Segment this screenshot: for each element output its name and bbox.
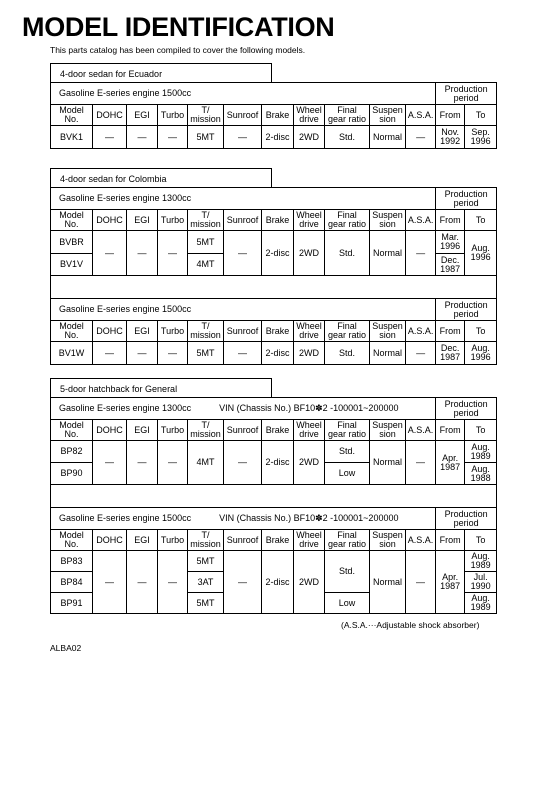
header-sunroof: Sunroof (224, 530, 262, 551)
dash: — (127, 551, 158, 614)
transmission: 5MT (188, 126, 224, 149)
dash: — (224, 551, 262, 614)
suspension: Normal (370, 231, 406, 276)
production-period-header: Production period (436, 508, 497, 530)
wheel-drive: 2WD (294, 441, 325, 485)
header-from: From (436, 210, 465, 231)
dash: — (406, 126, 436, 149)
dash: — (127, 126, 158, 149)
dash: — (158, 342, 188, 365)
wheel-drive: 2WD (294, 551, 325, 614)
model-no: BV1V (51, 254, 93, 276)
header-from: From (436, 105, 465, 126)
header-egi: EGI (127, 321, 158, 342)
page-subtitle: This parts catalog has been compiled to cover the following models. (50, 45, 306, 55)
dash: — (406, 231, 436, 276)
header-model: Model No. (51, 105, 93, 126)
transmission: 4MT (188, 441, 224, 485)
model-no: BP91 (51, 593, 93, 614)
transmission: 5MT (188, 551, 224, 572)
model-no: BP83 (51, 551, 93, 572)
final-gear-ratio: Std. (325, 231, 370, 276)
transmission: 4MT (188, 254, 224, 276)
wheel-drive: 2WD (294, 126, 325, 149)
dash: — (224, 342, 262, 365)
production-period-header: Production period (436, 398, 497, 420)
header-final-gear-ratio: Final gear ratio (325, 321, 370, 342)
engine-label: Gasoline E-series engine 1500cc (51, 299, 436, 321)
header-turbo: Turbo (158, 210, 188, 231)
header-asa: A.S.A. (406, 530, 436, 551)
to-date: Jul. 1990 (465, 572, 497, 593)
header-suspension: Suspen sion (370, 105, 406, 126)
header-dohc: DOHC (93, 105, 127, 126)
final-gear-ratio: Low (325, 593, 370, 614)
dash: — (127, 342, 158, 365)
header-wheel-drive: Wheel drive (294, 420, 325, 441)
engine-label: Gasoline E-series engine 1300cc (51, 188, 436, 210)
header-row (51, 105, 497, 126)
dash: — (93, 342, 127, 365)
table-ecuador (50, 82, 497, 149)
vin-label: VIN (Chassis No.) BF10✽2 -100001~200000 (219, 513, 399, 523)
final-gear-ratio: Std. (325, 342, 370, 365)
engine-label: Gasoline E-series engine 1300cc VIN (Chassis No.) BF10✽2 -100001~200000 (51, 398, 436, 420)
header-egi: EGI (127, 530, 158, 551)
header-suspension: Suspen sion (370, 420, 406, 441)
brake: 2-disc (262, 441, 294, 485)
header-transmission: T/ mission (188, 105, 224, 126)
suspension: Normal (370, 126, 406, 149)
header-suspension: Suspen sion (370, 321, 406, 342)
transmission: 5MT (188, 593, 224, 614)
header-transmission: T/ mission (188, 420, 224, 441)
header-final-gear-ratio: Final gear ratio (325, 105, 370, 126)
separator-row (51, 276, 497, 299)
dash: — (158, 126, 188, 149)
header-brake: Brake (262, 420, 294, 441)
to-date: Aug. 1996 (465, 231, 497, 276)
model-no: BV1W (51, 342, 93, 365)
final-gear-ratio: Std. (325, 551, 370, 593)
footnote: (A.S.A.···Adjustable shock absorber) (341, 620, 480, 630)
header-row (51, 321, 497, 342)
header-wheel-drive: Wheel drive (294, 105, 325, 126)
separator-row (51, 485, 497, 508)
dash: — (406, 342, 436, 365)
suspension: Normal (370, 551, 406, 614)
header-final-gear-ratio: Final gear ratio (325, 210, 370, 231)
to-date: Aug. 1989 (465, 551, 497, 572)
model-no: BP82 (51, 441, 93, 463)
header-turbo: Turbo (158, 420, 188, 441)
to-date: Aug. 1989 (465, 593, 497, 614)
dash: — (93, 551, 127, 614)
table-row (51, 342, 497, 365)
header-to: To (465, 105, 497, 126)
header-transmission: T/ mission (188, 321, 224, 342)
header-dohc: DOHC (93, 530, 127, 551)
dash: — (158, 441, 188, 485)
header-sunroof: Sunroof (224, 105, 262, 126)
header-asa: A.S.A. (406, 321, 436, 342)
transmission: 3AT (188, 572, 224, 593)
header-to: To (465, 210, 497, 231)
header-from: From (436, 420, 465, 441)
table-row (51, 126, 497, 149)
header-egi: EGI (127, 420, 158, 441)
header-suspension: Suspen sion (370, 530, 406, 551)
header-brake: Brake (262, 530, 294, 551)
header-asa: A.S.A. (406, 420, 436, 441)
to-date: Aug. 1989 (465, 441, 497, 463)
header-sunroof: Sunroof (224, 210, 262, 231)
vin-label: VIN (Chassis No.) BF10✽2 -100001~200000 (219, 403, 399, 413)
dash: — (93, 126, 127, 149)
brake: 2-disc (262, 126, 294, 149)
header-model: Model No. (51, 210, 93, 231)
header-egi: EGI (127, 105, 158, 126)
header-brake: Brake (262, 105, 294, 126)
from-date: Mar. 1996 (436, 231, 465, 254)
header-wheel-drive: Wheel drive (294, 530, 325, 551)
table-colombia (50, 187, 497, 365)
production-period-header: Production period (436, 83, 497, 105)
to-date: Aug. 1996 (465, 342, 497, 365)
header-model: Model No. (51, 321, 93, 342)
header-to: To (465, 420, 497, 441)
final-gear-ratio: Low (325, 463, 370, 485)
header-model: Model No. (51, 420, 93, 441)
header-transmission: T/ mission (188, 210, 224, 231)
header-brake: Brake (262, 210, 294, 231)
header-dohc: DOHC (93, 210, 127, 231)
dash: — (127, 231, 158, 276)
table-row (51, 231, 497, 254)
header-row (51, 210, 497, 231)
document-id: ALBA02 (50, 643, 82, 653)
to-date: Aug. 1988 (465, 463, 497, 485)
suspension: Normal (370, 342, 406, 365)
dash: — (158, 551, 188, 614)
header-dohc: DOHC (93, 321, 127, 342)
final-gear-ratio: Std. (325, 441, 370, 463)
header-turbo: Turbo (158, 530, 188, 551)
model-no: BP90 (51, 463, 93, 485)
final-gear-ratio: Std. (325, 126, 370, 149)
production-period-header: Production period (436, 188, 497, 210)
transmission: 5MT (188, 231, 224, 254)
model-no: BP84 (51, 572, 93, 593)
brake: 2-disc (262, 551, 294, 614)
header-row (51, 530, 497, 551)
dash: — (406, 551, 436, 614)
table-row (51, 551, 497, 572)
section-label-general: 5-door hatchback for General (50, 378, 272, 397)
to-date: Sep. 1996 (465, 126, 497, 149)
header-row (51, 420, 497, 441)
engine-label: Gasoline E-series engine 1500cc VIN (Chassis No.) BF10✽2 -100001~200000 (51, 508, 436, 530)
table-row (51, 441, 497, 463)
header-from: From (436, 530, 465, 551)
transmission: 5MT (188, 342, 224, 365)
dash: — (224, 441, 262, 485)
header-wheel-drive: Wheel drive (294, 321, 325, 342)
header-egi: EGI (127, 210, 158, 231)
engine-label: Gasoline E-series engine 1500cc (51, 83, 436, 105)
model-no: BVK1 (51, 126, 93, 149)
header-turbo: Turbo (158, 105, 188, 126)
page-title: MODEL IDENTIFICATION (22, 12, 335, 42)
header-wheel-drive: Wheel drive (294, 210, 325, 231)
section-label-colombia: 4-door sedan for Colombia (50, 168, 272, 187)
from-date: Apr. 1987 (436, 551, 465, 614)
header-sunroof: Sunroof (224, 420, 262, 441)
dash: — (406, 441, 436, 485)
header-final-gear-ratio: Final gear ratio (325, 530, 370, 551)
header-sunroof: Sunroof (224, 321, 262, 342)
production-period-header: Production period (436, 299, 497, 321)
header-dohc: DOHC (93, 420, 127, 441)
header-final-gear-ratio: Final gear ratio (325, 420, 370, 441)
header-turbo: Turbo (158, 321, 188, 342)
brake: 2-disc (262, 342, 294, 365)
dash: — (224, 126, 262, 149)
header-suspension: Suspen sion (370, 210, 406, 231)
header-from: From (436, 321, 465, 342)
suspension: Normal (370, 441, 406, 485)
dash: — (127, 441, 158, 485)
header-model: Model No. (51, 530, 93, 551)
from-date: Nov. 1992 (436, 126, 465, 149)
brake: 2-disc (262, 231, 294, 276)
header-asa: A.S.A. (406, 210, 436, 231)
table-general (50, 397, 497, 614)
model-no: BVBR (51, 231, 93, 254)
dash: — (224, 231, 262, 276)
header-to: To (465, 321, 497, 342)
wheel-drive: 2WD (294, 342, 325, 365)
from-date: Dec. 1987 (436, 342, 465, 365)
header-transmission: T/ mission (188, 530, 224, 551)
header-to: To (465, 530, 497, 551)
section-label-ecuador: 4-door sedan for Ecuador (50, 63, 272, 82)
from-date: Apr. 1987 (436, 441, 465, 485)
dash: — (93, 231, 127, 276)
header-asa: A.S.A. (406, 105, 436, 126)
from-date: Dec. 1987 (436, 254, 465, 276)
wheel-drive: 2WD (294, 231, 325, 276)
header-brake: Brake (262, 321, 294, 342)
dash: — (158, 231, 188, 276)
dash: — (93, 441, 127, 485)
